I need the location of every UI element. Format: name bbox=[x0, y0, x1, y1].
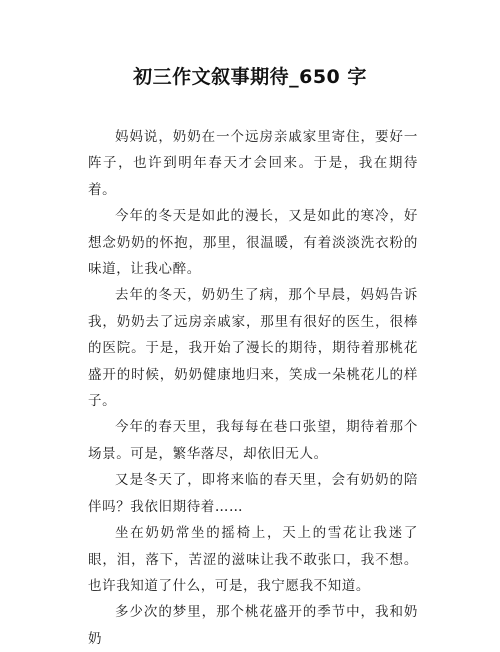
paragraph: 去年的冬天，奶奶生了病，那个早晨，妈妈告诉我，奶奶去了远房亲戚家，那里有很好的医生，很棒的医院。于是，我开始了漫长的期待，期待着那桃花盛开的时候，奶奶健康地归来，笑成一朵桃花儿的样子。 bbox=[88, 287, 418, 410]
paragraph: 今年的春天里，我每每在巷口张望，期待着那个场景。可是，繁华落尽，却依旧无人。 bbox=[88, 419, 418, 462]
paragraph: 今年的冬天是如此的漫长，又是如此的寒冷，好想念奶奶的怀抱，那里，很温暖，有着淡淡洗衣粉的味道，让我心醉。 bbox=[88, 208, 418, 278]
document-title: 初三作文叙事期待_650 字 bbox=[133, 66, 367, 88]
paragraph: 又是冬天了，即将来临的春天里，会有奶奶的陪伴吗？我依旧期待着…… bbox=[88, 472, 418, 515]
article-body bbox=[88, 124, 418, 652]
paragraph: 妈妈说，奶奶在一个远房亲戚家里寄住，要好一阵子，也许到明年春天才会回来。于是，我在期待着。 bbox=[88, 129, 418, 198]
paragraph: 坐在奶奶常坐的摇椅上，天上的雪花让我迷了眼，泪，落下，苦涩的滋味让我不敢张口，我不想。也许我知道了什么，可是，我宁愿我不知道。 bbox=[88, 525, 418, 594]
paragraph: 多少次的梦里，那个桃花盛开的季节中，我和奶奶 bbox=[88, 604, 418, 647]
